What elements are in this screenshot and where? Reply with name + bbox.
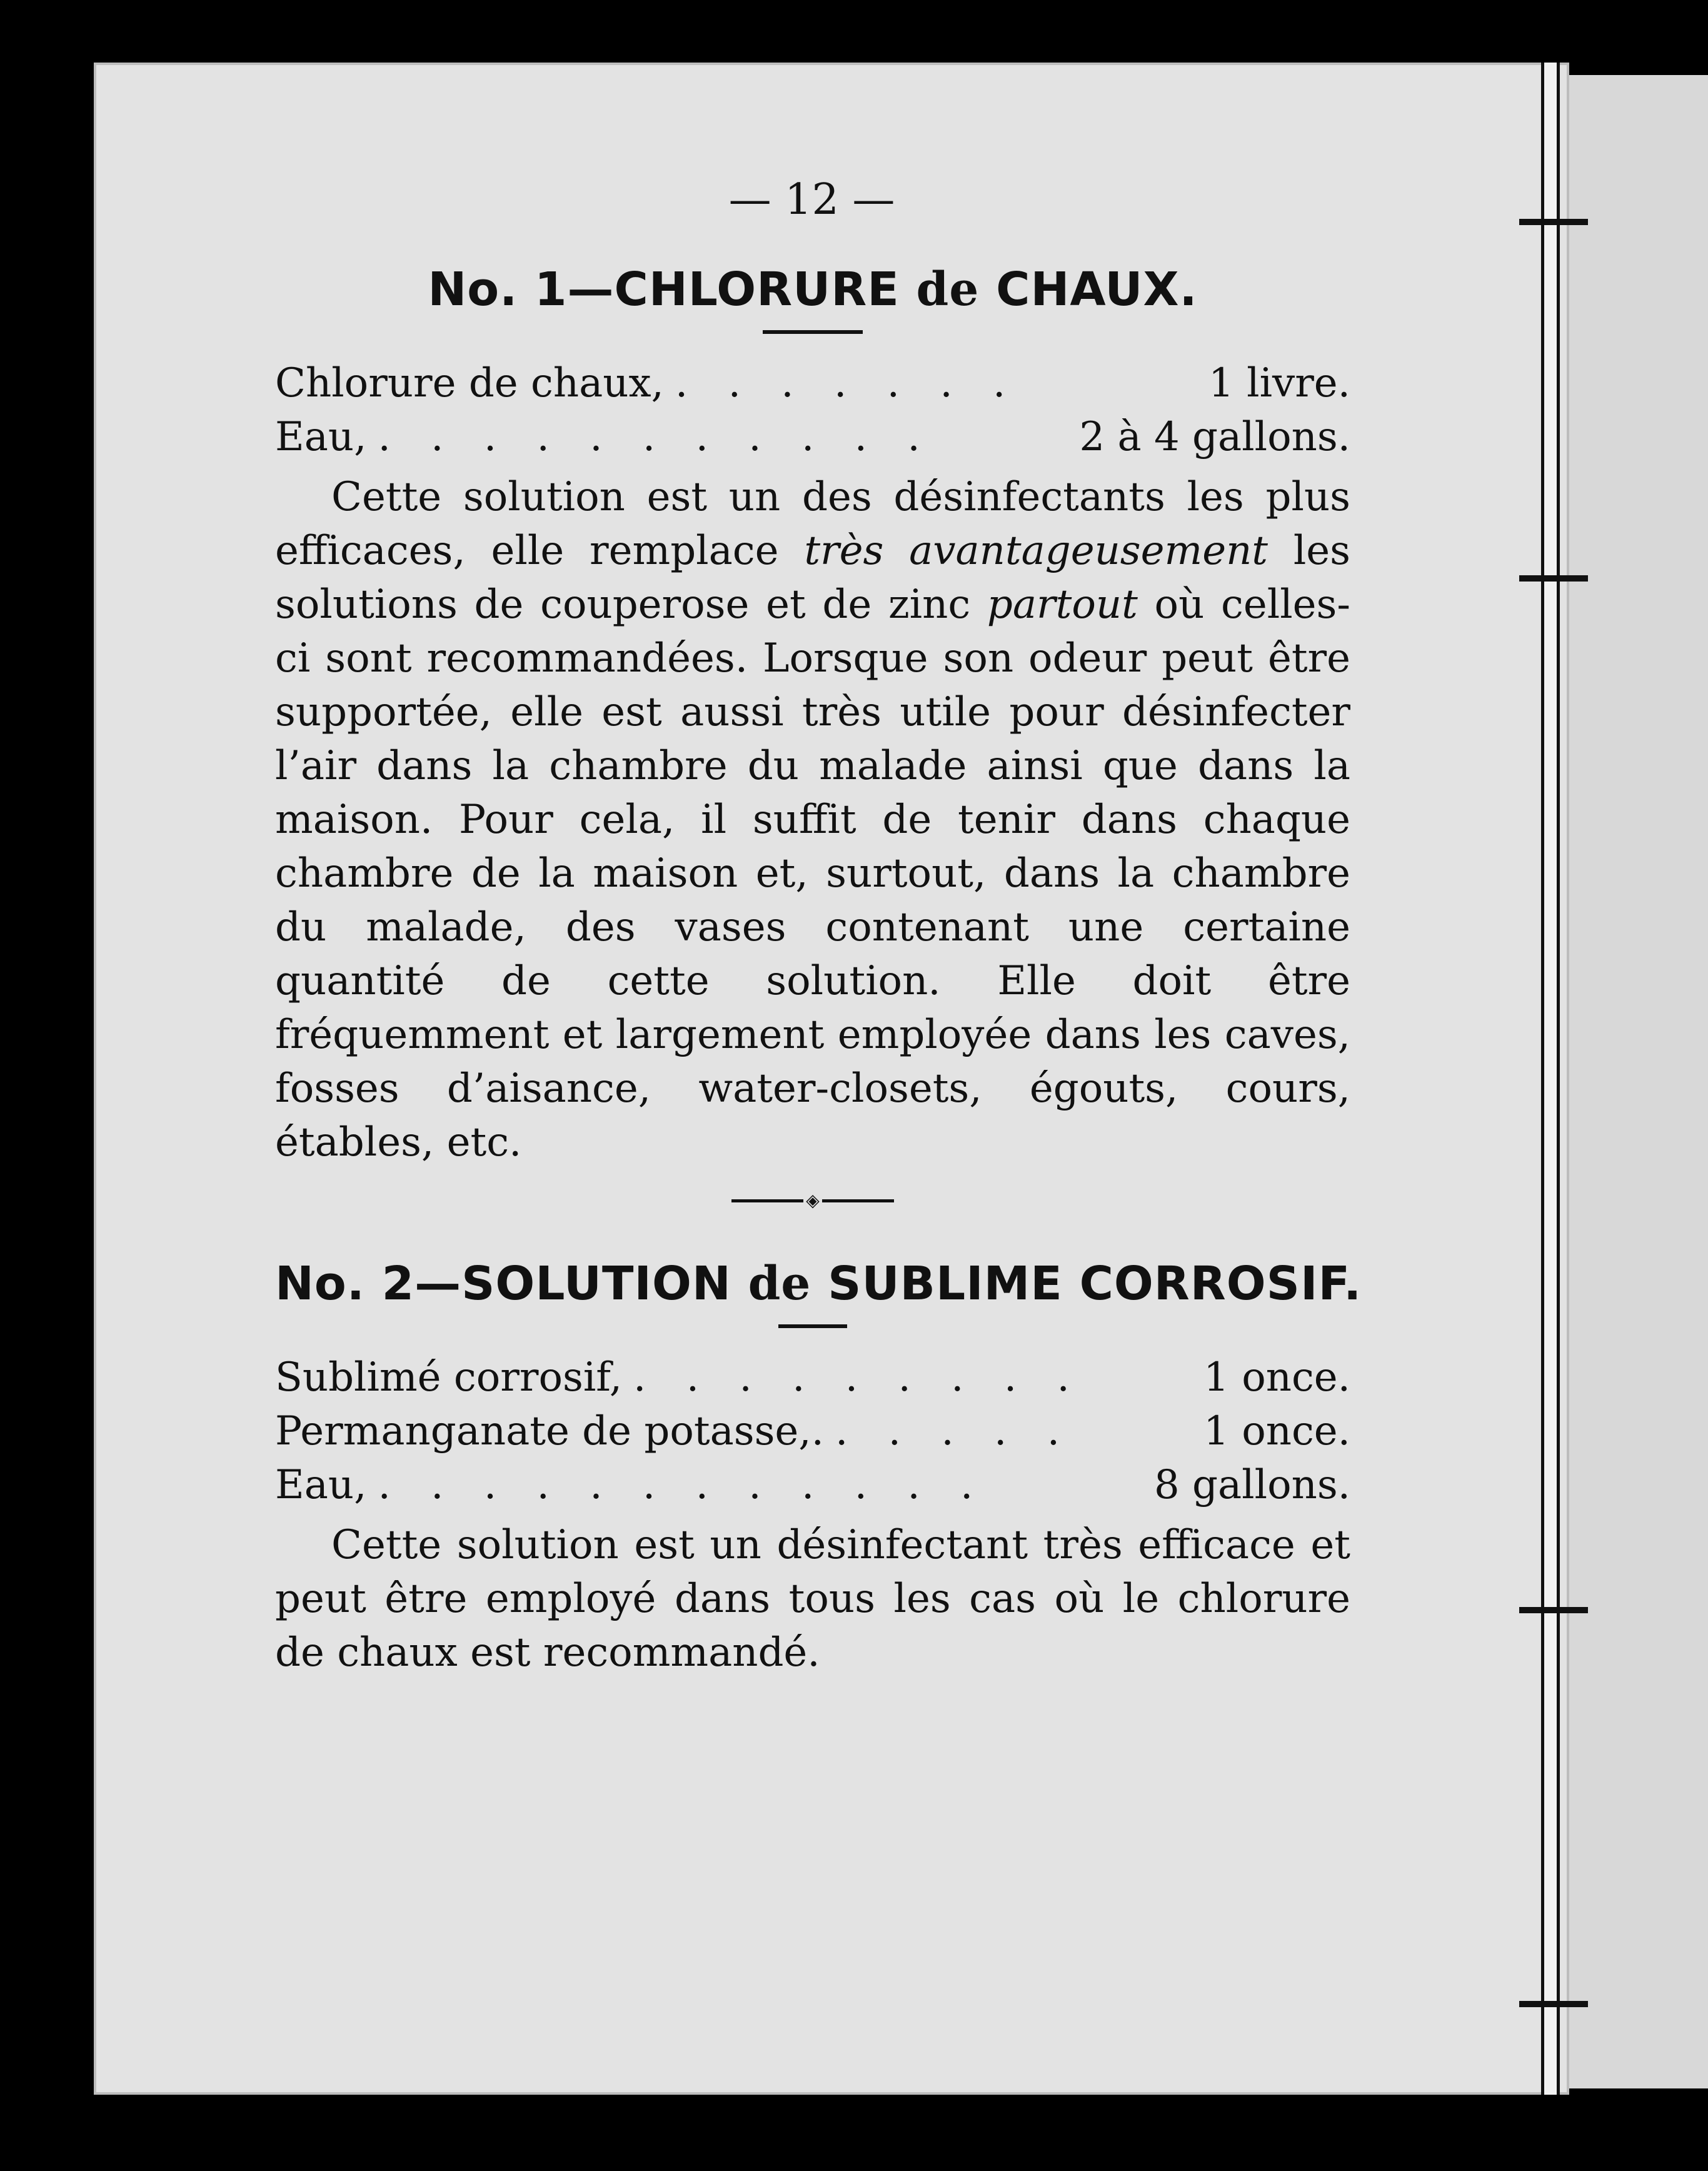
section-2-title bbox=[275, 1257, 1362, 1311]
ingredient-row bbox=[275, 410, 1350, 464]
leader-dots: . . . . . bbox=[835, 1408, 1074, 1454]
leader-dots: . . . . . . . . . . . bbox=[378, 414, 934, 460]
section-1-title bbox=[275, 263, 1350, 316]
leader-dots: . . . . . . . . . . . . bbox=[378, 1462, 987, 1508]
paragraph-emphasis: très avantageusement bbox=[804, 528, 1268, 574]
ingredient-amount: 1 once. bbox=[1203, 1354, 1350, 1401]
section-2-recipe bbox=[275, 1351, 1350, 1512]
section-1-paragraph bbox=[275, 470, 1350, 1169]
title-rule bbox=[763, 330, 863, 334]
ingredient-amount: 8 gallons. bbox=[1153, 1462, 1350, 1508]
title-rule bbox=[778, 1324, 847, 1328]
section-1-recipe bbox=[275, 356, 1350, 464]
ingredient-name: Chlorure de chaux, bbox=[275, 360, 664, 406]
ingredient-row bbox=[275, 1404, 1350, 1458]
title-text: No. 1—CHLORURE bbox=[428, 263, 917, 316]
binding-stitch bbox=[1519, 2001, 1588, 2007]
page-content bbox=[275, 175, 1362, 1680]
paragraph-text: les solutions de couperose et de zinc bbox=[275, 528, 1350, 628]
diamond-ornament-icon: ◈ bbox=[803, 1193, 822, 1208]
page-number: — 12 — bbox=[728, 175, 895, 224]
paragraph-text: où celles-ci sont recommandées. Lorsque son odeur peut être supportée, elle est aussi très utile pour désinfecter l’air dans la chambre du malade ainsi que dans la maison. Pour cela, il suffit de tenir dans chaque chambre de la maison et, surtout, dans la chambre du malade, des vases contenant une certaine quantité de cette solution. Elle doit être fréquemment et largement employée dans les caves, fosses d’aisance, water-closets, égouts, cours, étables, etc. bbox=[275, 582, 1350, 1166]
leader-dots: . . . . . . . . . bbox=[633, 1354, 1083, 1401]
title-text: de bbox=[916, 263, 980, 316]
binding-stitch bbox=[1519, 575, 1588, 582]
paragraph-text: Cette solution est un des désinfectants les plus efficaces, elle remplace bbox=[275, 474, 1350, 574]
title-text: de bbox=[748, 1257, 811, 1311]
ingredient-amount: 2 à 4 gallons. bbox=[1079, 414, 1350, 460]
title-text: CHAUX. bbox=[979, 263, 1198, 316]
ingredient-row bbox=[275, 1351, 1350, 1404]
ingredient-row bbox=[275, 1458, 1350, 1512]
ingredient-name: Eau, bbox=[275, 414, 367, 460]
title-text: No. 2—SOLUTION bbox=[275, 1257, 748, 1311]
section-divider-ornament bbox=[731, 1188, 894, 1213]
ingredient-name: Permanganate de potasse,. bbox=[275, 1408, 824, 1454]
paragraph-emphasis: partout bbox=[987, 582, 1138, 628]
binding-stitch bbox=[1519, 219, 1588, 225]
book-spine bbox=[1541, 63, 1560, 2095]
ingredient-amount: 1 livre. bbox=[1208, 360, 1350, 406]
ingredient-amount: 1 once. bbox=[1203, 1408, 1350, 1454]
ingredient-name: Eau, bbox=[275, 1462, 367, 1508]
binding-stitch bbox=[1519, 1607, 1588, 1613]
section-2-paragraph: Cette solution est un désinfectant très efficace et peut être employé dans tous les cas où le chlorure de chaux est recommandé. bbox=[275, 1522, 1350, 1676]
ingredient-name: Sublimé corrosif, bbox=[275, 1354, 623, 1401]
ingredient-row bbox=[275, 356, 1350, 410]
leader-dots: . . . . . . . bbox=[675, 360, 1020, 406]
facing-page-edge bbox=[1569, 75, 1708, 2088]
title-text: SUBLIME CORROSIF. bbox=[811, 1257, 1362, 1311]
